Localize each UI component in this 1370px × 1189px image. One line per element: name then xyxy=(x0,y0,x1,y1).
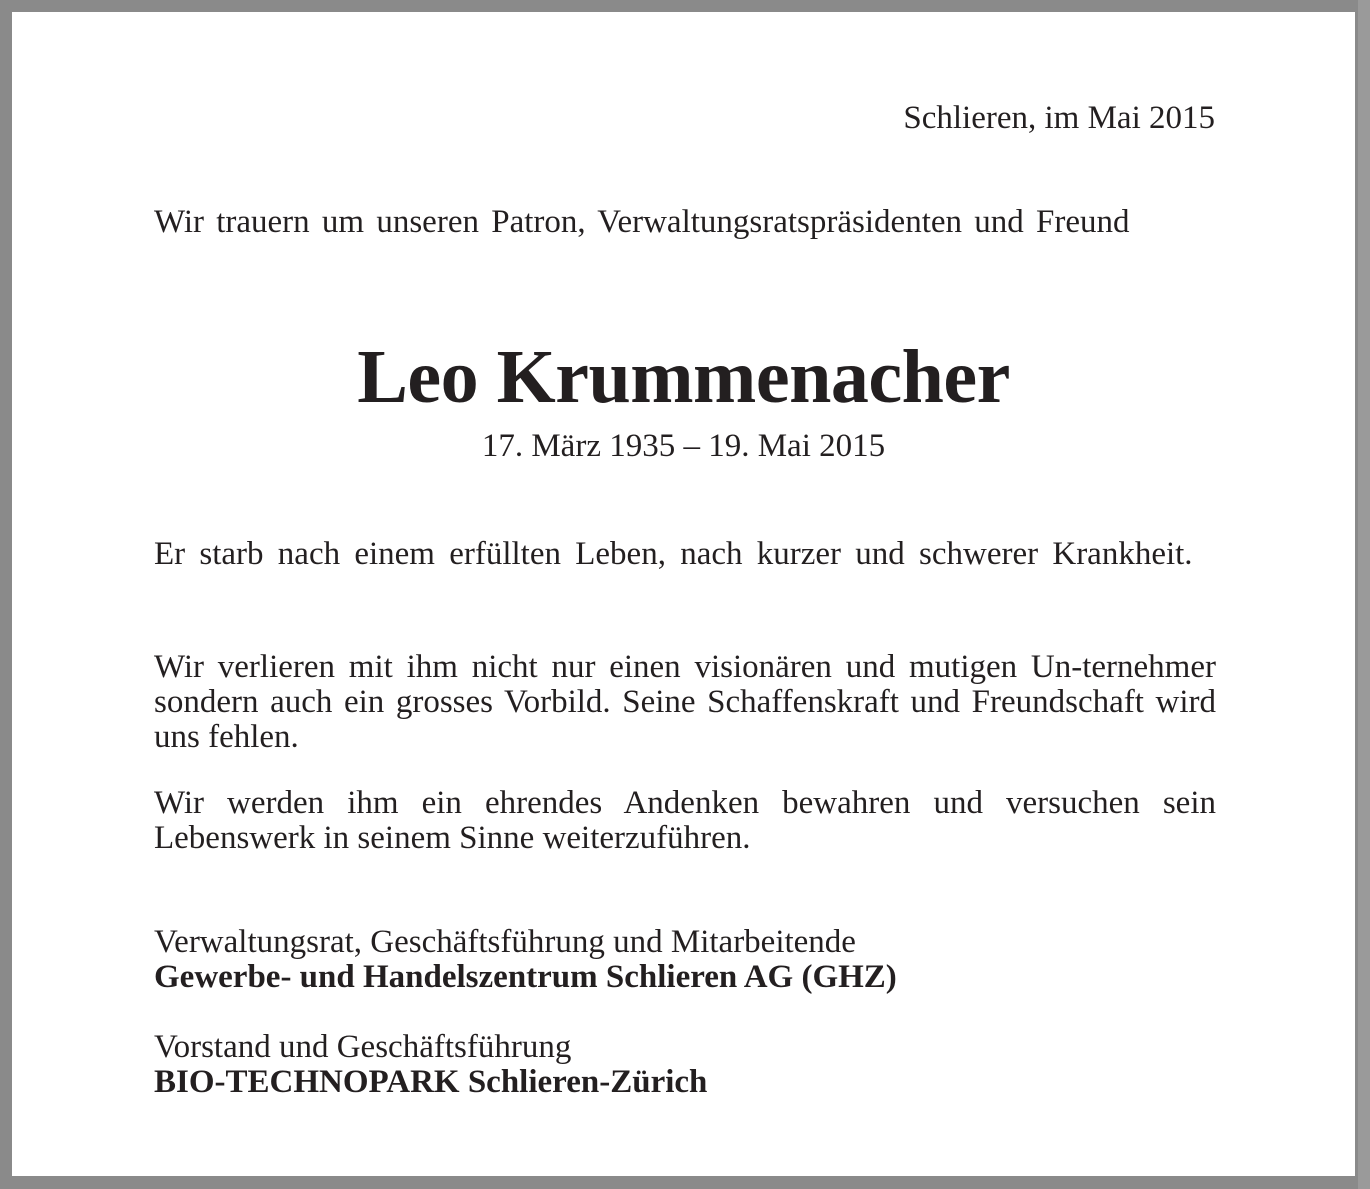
signature-organization: Gewerbe- und Handelszentrum Schlieren AG (GHZ) xyxy=(154,959,897,995)
dateline: Schlieren, im Mai 2015 xyxy=(903,100,1215,136)
paragraph: Er starb nach einem erfüllten Leben, nach kurzer und schwerer Krankheit. xyxy=(154,536,1193,572)
signature-role: Vorstand und Geschäftsführung xyxy=(154,1029,572,1065)
life-dates: 17. März 1935 – 19. Mai 2015 xyxy=(481,428,886,464)
signature-role: Verwaltungsrat, Geschäftsführung und Mitarbeitende xyxy=(154,924,856,960)
signature-block xyxy=(154,925,897,995)
deceased-name: Leo Krummenacher xyxy=(357,335,1010,419)
paragraph: Wir werden ihm ein ehrendes Andenken bewahren und versuchen sein Lebenswerk in seinem Sinne weiterzuführen. xyxy=(154,785,1216,856)
paragraph: Wir verlieren mit ihm nicht nur einen visionären und mutigen Un-ternehmer sondern auch ein grosses Vorbild. Seine Schaffenskraft und Freundschaft wird uns fehlen. xyxy=(154,649,1216,755)
signature-block xyxy=(154,1030,707,1100)
page-edge xyxy=(1358,0,1370,1189)
signature-organization: BIO-TECHNOPARK Schlieren-Zürich xyxy=(154,1064,708,1100)
obituary-notice xyxy=(12,12,1355,1176)
intro-text: Wir trauern um unseren Patron, Verwaltungsratspräsidenten und Freund xyxy=(154,204,1130,240)
